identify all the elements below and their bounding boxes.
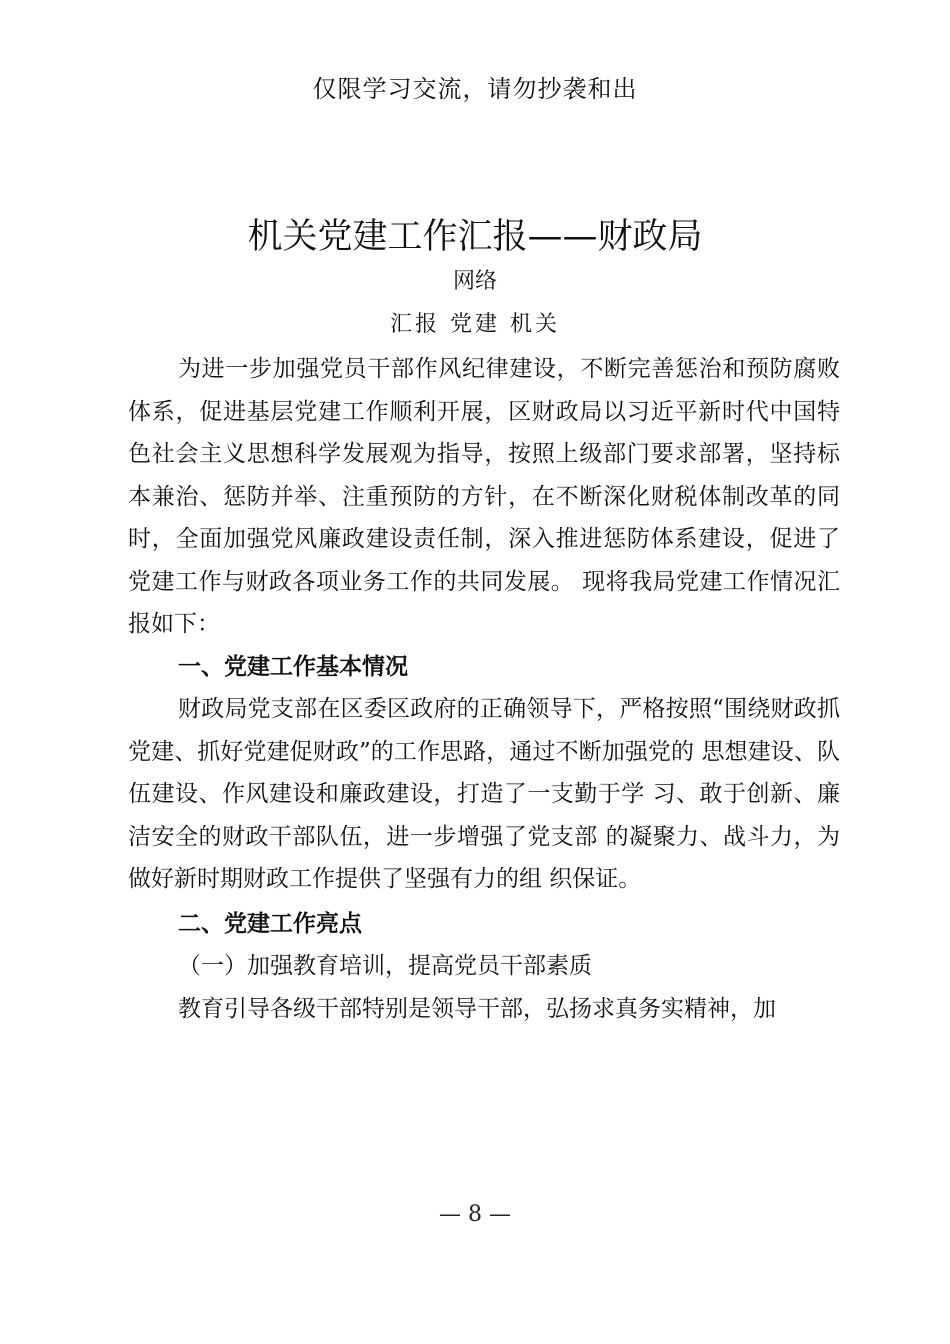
page-number: — 8 — bbox=[439, 1202, 511, 1227]
intro-paragraph: 为进一步加强党员干部作风纪律建设，不断完善惩治和预防腐败体系，促进基层党建工作顺利开展，区财政局以习近平新时代中国特色社会主义思想科学发展观为指导，按照上级部门要求部署，坚持标本兼治、惩防并举、注重预防的方针，在不断深化财税体制改革的同时，全面加强党风廉政建设责任制，深入推进惩防体系建设，促进了党建工作与财政各项业务工作的共同发展。 现将我局党建工作情况汇报如下： bbox=[128, 356, 840, 637]
document-author: 网络 bbox=[452, 269, 497, 294]
document-body bbox=[128, 348, 840, 1030]
watermark-text: 仅限学习交流，请勿抄袭和出 bbox=[312, 75, 638, 103]
document-title: 机关党建工作汇报——财政局 bbox=[247, 217, 703, 257]
section-heading-highlights: 二、党建工作亮点 bbox=[178, 910, 362, 937]
subsection-paragraph-training: 教育引导各级干部特别是领导干部，弘扬求真务实精神，加 bbox=[178, 995, 776, 1022]
header-watermark bbox=[0, 72, 950, 103]
document-keywords: 汇报 党建 机关 bbox=[390, 312, 560, 337]
section-paragraph-basic-situation: 财政局党支部在区委区政府的正确领导下，严格按照“围绕财政抓党建、抓好党建促财政”的工作思路，通过不断加强党的 思想建设、队伍建设、作风建设和廉政建设，打造了一支勤于学 习、敢于创新、廉洁安全的财政干部队伍，进一步增强了党支部 的凝聚力、战斗力，为做好新时期财政工作提供了坚强有力的组 织保证。 bbox=[128, 696, 840, 892]
page-number-footer bbox=[0, 1202, 950, 1227]
subsection-heading-training: （一）加强教育培训，提高党员干部素质 bbox=[178, 953, 592, 979]
section-heading-basic-situation: 一、党建工作基本情况 bbox=[178, 653, 408, 680]
